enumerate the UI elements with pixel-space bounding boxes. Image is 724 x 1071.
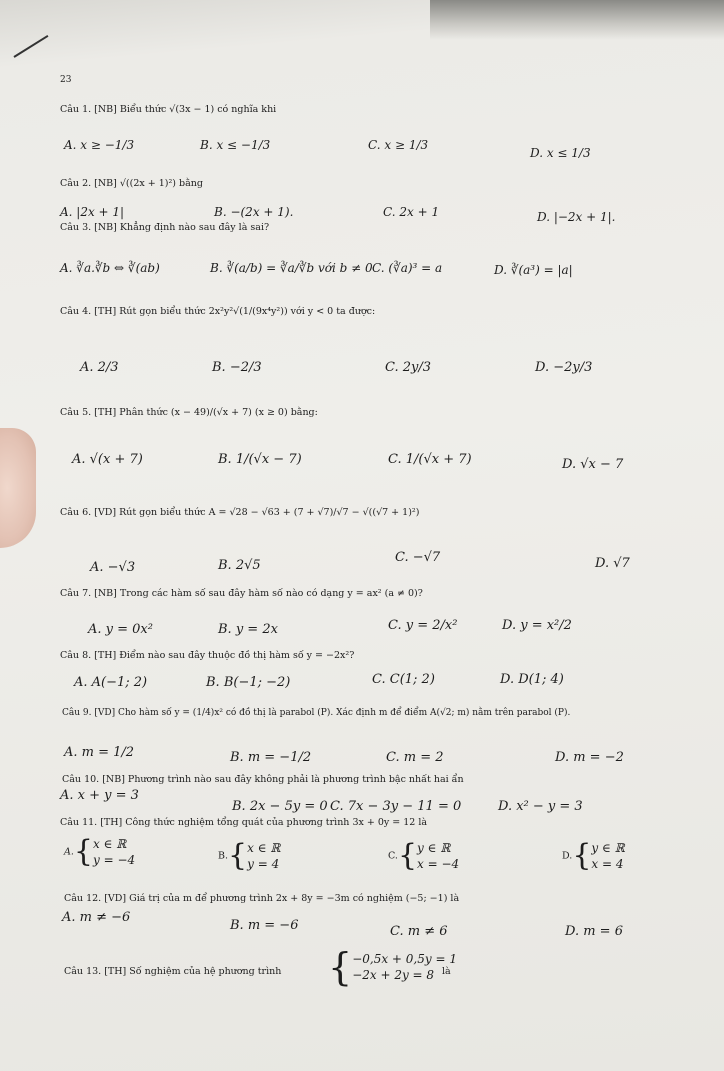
question-12-stem: Câu 12. [VD] Giá trị của m để phương trình 2x + 8y = −3m có nghiệm (−5; −1) là bbox=[64, 893, 460, 904]
q1-option-d: D. x ≤ 1/3 bbox=[530, 146, 591, 160]
q13-eq1: −0,5x + 0,5y = 1 bbox=[352, 951, 457, 966]
q11-option-d: D.{y ∈ ℝ x = 4 bbox=[562, 838, 625, 874]
q7-option-d: D. y = x²/2 bbox=[502, 618, 572, 633]
question-3-stem: Câu 3. [NB] Khẳng định nào sau đây là sai? bbox=[60, 222, 270, 233]
q10-option-b: B. 2x − 5y = 0 bbox=[232, 799, 328, 814]
q2-option-a: A. |2x + 1| bbox=[60, 205, 125, 219]
q4-option-c: C. 2y/3 bbox=[385, 360, 432, 375]
question-2-stem: Câu 2. [NB] √((2x + 1)²) bằng bbox=[60, 178, 203, 189]
q11-a-line1: x ∈ ℝ bbox=[92, 837, 127, 851]
q10-option-a: A. x + y = 3 bbox=[60, 788, 139, 803]
q3-option-b: B. ∛(a/b) = ∛a/∛b với b ≠ 0 bbox=[210, 261, 373, 275]
q5-option-a: A. √(x + 7) bbox=[72, 452, 143, 467]
q11-d-line2: x = 4 bbox=[591, 857, 624, 872]
q13-tail: là bbox=[442, 966, 451, 977]
q10-option-d: D. x² − y = 3 bbox=[498, 799, 583, 814]
q2-option-d: D. |−2x + 1|. bbox=[537, 210, 616, 224]
q9-option-b: B. m = −1/2 bbox=[230, 750, 312, 765]
q11-option-c: C.{y ∈ ℝ x = −4 bbox=[388, 838, 460, 874]
q4-option-d: D. −2y/3 bbox=[535, 360, 593, 375]
question-5-stem: Câu 5. [TH] Phân thức (x − 49)/(√x + 7) (x ≥ 0) bằng: bbox=[60, 407, 318, 418]
question-9-stem: Câu 9. [VD] Cho hàm số y = (1/4)x² có đồ thị là parabol (P). Xác định m để điểm A(√2; m) nằm trên parabol (P). bbox=[62, 708, 571, 718]
q12-option-d: D. m = 6 bbox=[565, 924, 623, 939]
question-7-stem: Câu 7. [NB] Trong các hàm số sau đây hàm số nào có dạng y = ax² (a ≠ 0)? bbox=[60, 588, 423, 599]
page-number: 23 bbox=[60, 75, 72, 85]
q8-option-d: D. D(1; 4) bbox=[500, 672, 564, 687]
q1-option-a: A. x ≥ −1/3 bbox=[64, 138, 135, 152]
q4-option-a: A. 2/3 bbox=[80, 360, 119, 375]
q8-option-b: B. B(−1; −2) bbox=[206, 675, 291, 690]
q1-option-c: C. x ≥ 1/3 bbox=[368, 138, 429, 152]
q11-option-a: A.{x ∈ ℝ y = −4 bbox=[64, 834, 136, 870]
q9-option-c: C. m = 2 bbox=[386, 750, 444, 765]
q8-option-a: A. A(−1; 2) bbox=[74, 675, 148, 690]
q6-option-d: D. √7 bbox=[595, 556, 630, 571]
q5-option-c: C. 1/(√x + 7) bbox=[388, 452, 472, 467]
question-10-stem: Câu 10. [NB] Phương trình nào sau đây không phải là phương trình bậc nhất hai ẩn bbox=[62, 774, 464, 785]
q3-option-d: D. ∛(a³) = |a| bbox=[494, 263, 573, 277]
q11-b-line2: y = 4 bbox=[247, 857, 280, 872]
question-1-stem: Câu 1. [NB] Biểu thức √(3x − 1) có nghĩa khi bbox=[60, 104, 277, 115]
question-8-stem: Câu 8. [TH] Điểm nào sau đây thuộc đồ thị hàm số y = −2x²? bbox=[60, 650, 355, 661]
finger bbox=[0, 428, 36, 548]
question-13-stem: Câu 13. [TH] Số nghiệm của hệ phương trình bbox=[64, 966, 282, 977]
question-6-stem: Câu 6. [VD] Rút gọn biểu thức A = √28 − √63 + (7 + √7)/√7 − √((√7 + 1)²) bbox=[60, 507, 420, 518]
q6-option-c: C. −√7 bbox=[395, 550, 441, 565]
q9-option-d: D. m = −2 bbox=[555, 750, 624, 765]
q5-option-b: B. 1/(√x − 7) bbox=[218, 452, 302, 467]
q12-option-c: C. m ≠ 6 bbox=[390, 924, 448, 939]
q3-option-c: C. (∛a)³ = a bbox=[372, 261, 443, 275]
q12-option-b: B. m = −6 bbox=[230, 918, 299, 933]
q11-d-line1: y ∈ ℝ bbox=[591, 841, 625, 855]
q9-option-a: A. m = 1/2 bbox=[64, 745, 135, 760]
q8-option-c: C. C(1; 2) bbox=[372, 672, 435, 687]
q12-option-a: A. m ≠ −6 bbox=[62, 910, 131, 925]
q6-option-a: A. −√3 bbox=[90, 560, 136, 575]
q7-option-a: A. y = 0x² bbox=[88, 622, 153, 637]
q3-option-a: A. ∛a.∛b ⇔ ∛(ab) bbox=[60, 261, 160, 275]
q11-a-line2: y = −4 bbox=[92, 853, 136, 868]
q11-c-line2: x = −4 bbox=[417, 857, 460, 872]
q4-option-b: B. −2/3 bbox=[212, 360, 262, 375]
q11-option-b: B.{x ∈ ℝ y = 4 bbox=[218, 838, 281, 874]
q6-option-b: B. 2√5 bbox=[218, 558, 261, 573]
question-4-stem: Câu 4. [TH] Rút gọn biểu thức 2x²y²√(1/(9x⁴y²)) với y < 0 ta được: bbox=[60, 306, 376, 317]
q11-b-line1: x ∈ ℝ bbox=[247, 841, 281, 855]
q5-option-d: D. √x − 7 bbox=[562, 457, 624, 472]
q2-option-b: B. −(2x + 1). bbox=[214, 205, 294, 219]
q13-eq2: −2x + 2y = 8 bbox=[352, 968, 435, 982]
top-shadow bbox=[430, 0, 724, 40]
q10-option-c: C. 7x − 3y − 11 = 0 bbox=[330, 799, 462, 814]
q11-c-line1: y ∈ ℝ bbox=[417, 841, 451, 855]
question-11-stem: Câu 11. [TH] Công thức nghiệm tổng quát của phương trình 3x + 0y = 12 là bbox=[60, 817, 428, 828]
q7-option-b: B. y = 2x bbox=[218, 622, 278, 637]
q1-option-b: B. x ≤ −1/3 bbox=[200, 138, 271, 152]
q13-system: {−0,5x + 0,5y = 1 −2x + 2y = 8 bbox=[328, 945, 457, 989]
q7-option-c: C. y = 2/x² bbox=[388, 618, 458, 633]
q2-option-c: C. 2x + 1 bbox=[383, 205, 440, 219]
